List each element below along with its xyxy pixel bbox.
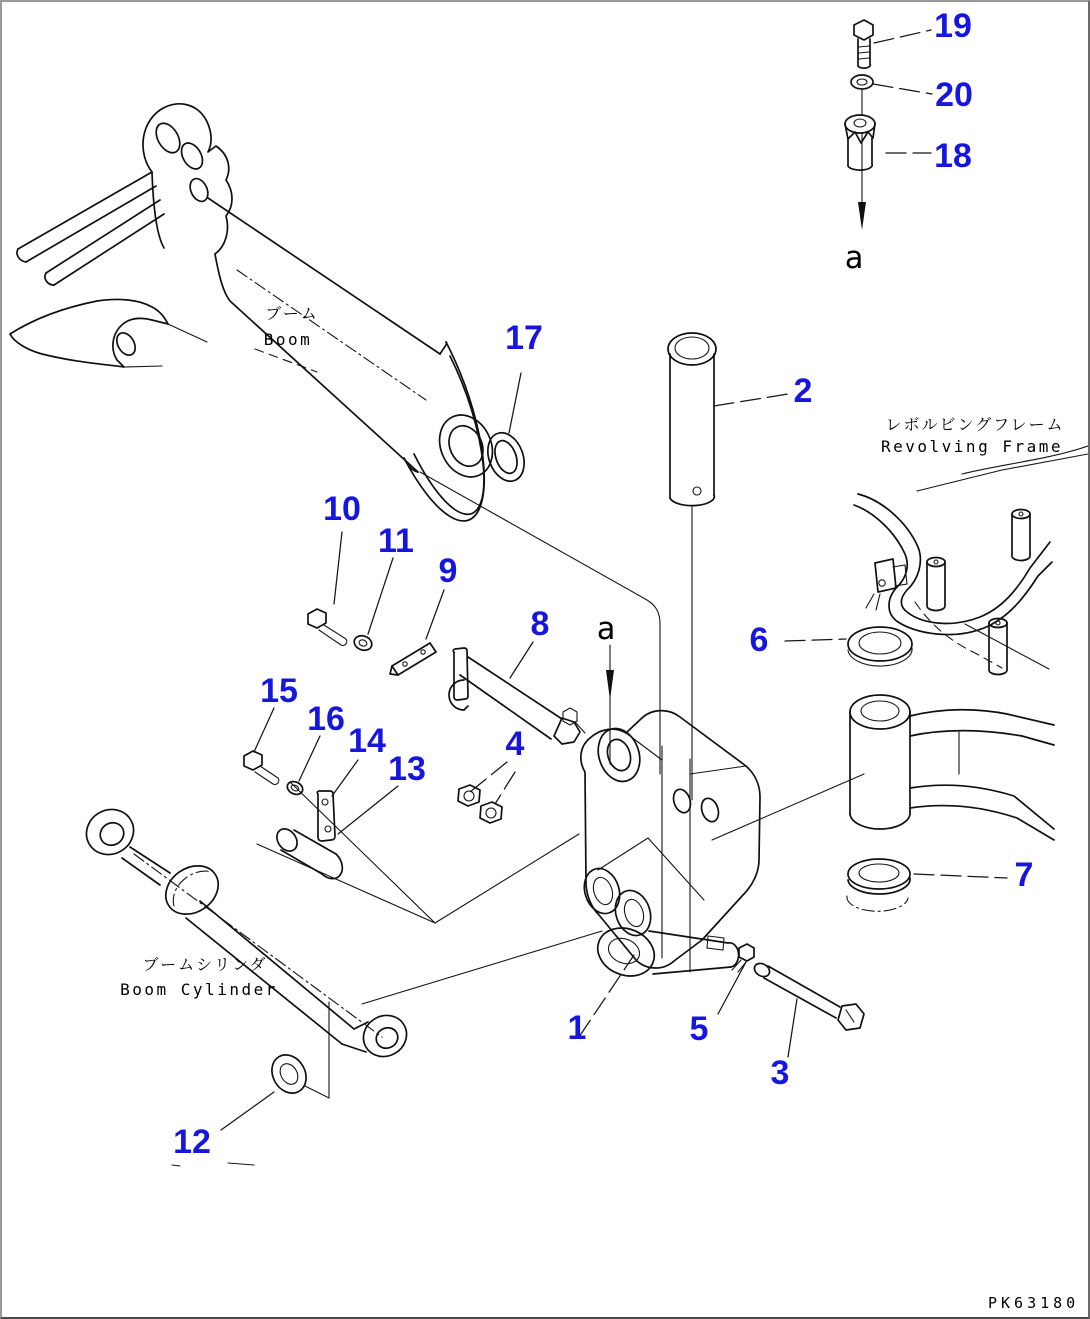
callout-13: 13 — [388, 750, 426, 788]
callout-15: 15 — [260, 672, 298, 710]
callout-7: 7 — [1014, 856, 1034, 894]
callout-10: 10 — [323, 490, 361, 528]
callout-16: 16 — [307, 700, 345, 738]
frame-post — [1012, 510, 1030, 561]
seal-ring-6 — [848, 627, 912, 666]
boom-foot-pin-2 — [668, 333, 716, 506]
revolving-frame-caption-en: Revolving Frame — [881, 437, 1063, 456]
callout-1: 1 — [567, 1009, 587, 1047]
callout-18: 18 — [934, 137, 972, 175]
callout-5: 5 — [689, 1010, 709, 1048]
callout-20: 20 — [935, 76, 973, 114]
lock-plate-14 — [317, 791, 335, 841]
drawing-code: PK63180 — [988, 1294, 1080, 1312]
boom-lower-plate — [10, 299, 207, 367]
callout-2: 2 — [793, 372, 813, 410]
boom-caption-en: Boom — [263, 330, 313, 349]
washer-20 — [851, 75, 873, 89]
bushing-7 — [847, 859, 910, 911]
bolt-10 — [308, 609, 347, 645]
leader-lines — [221, 30, 1007, 1130]
callout-17: 17 — [505, 319, 543, 357]
parts-diagram-canvas — [2, 2, 1088, 1317]
view-marker-a-mid: a — [596, 611, 616, 647]
callout-12: 12 — [173, 1123, 211, 1161]
boom-drawing — [17, 104, 502, 521]
pin-13 — [273, 825, 343, 879]
lock-plate-9 — [390, 643, 436, 675]
bolt-15 — [244, 751, 279, 784]
revolving-frame-caption-ja: レボルビングフレーム — [885, 415, 1065, 434]
revolving-frame-drawing — [847, 446, 1088, 911]
callout-4: 4 — [505, 725, 525, 763]
bushing-18 — [845, 115, 875, 170]
bolt-19 — [854, 20, 873, 68]
callout-19: 19 — [934, 7, 972, 45]
callout-9: 9 — [438, 552, 458, 590]
callout-3: 3 — [770, 1054, 790, 1092]
mount-bracket-drawing — [563, 708, 760, 984]
callout-6: 6 — [749, 621, 769, 659]
frame-post — [927, 558, 945, 611]
boom-caption-ja: ブーム — [265, 304, 319, 323]
callout-11: 11 — [378, 522, 414, 560]
bolt-3 — [752, 961, 864, 1030]
boom-cylinder-caption-en: Boom Cylinder — [120, 980, 278, 999]
boom-cylinder-caption-ja: ブームシリンダ — [142, 955, 268, 974]
view-arrow-mid — [606, 645, 614, 764]
boom-cylinder-drawing — [78, 801, 414, 1064]
callout-8: 8 — [530, 605, 550, 643]
view-arrow-top — [858, 90, 866, 230]
frame-boss-cylinder — [850, 695, 1054, 840]
washer-11 — [352, 633, 374, 652]
view-marker-a-top: a — [844, 240, 864, 276]
callout-14: 14 — [348, 722, 386, 760]
